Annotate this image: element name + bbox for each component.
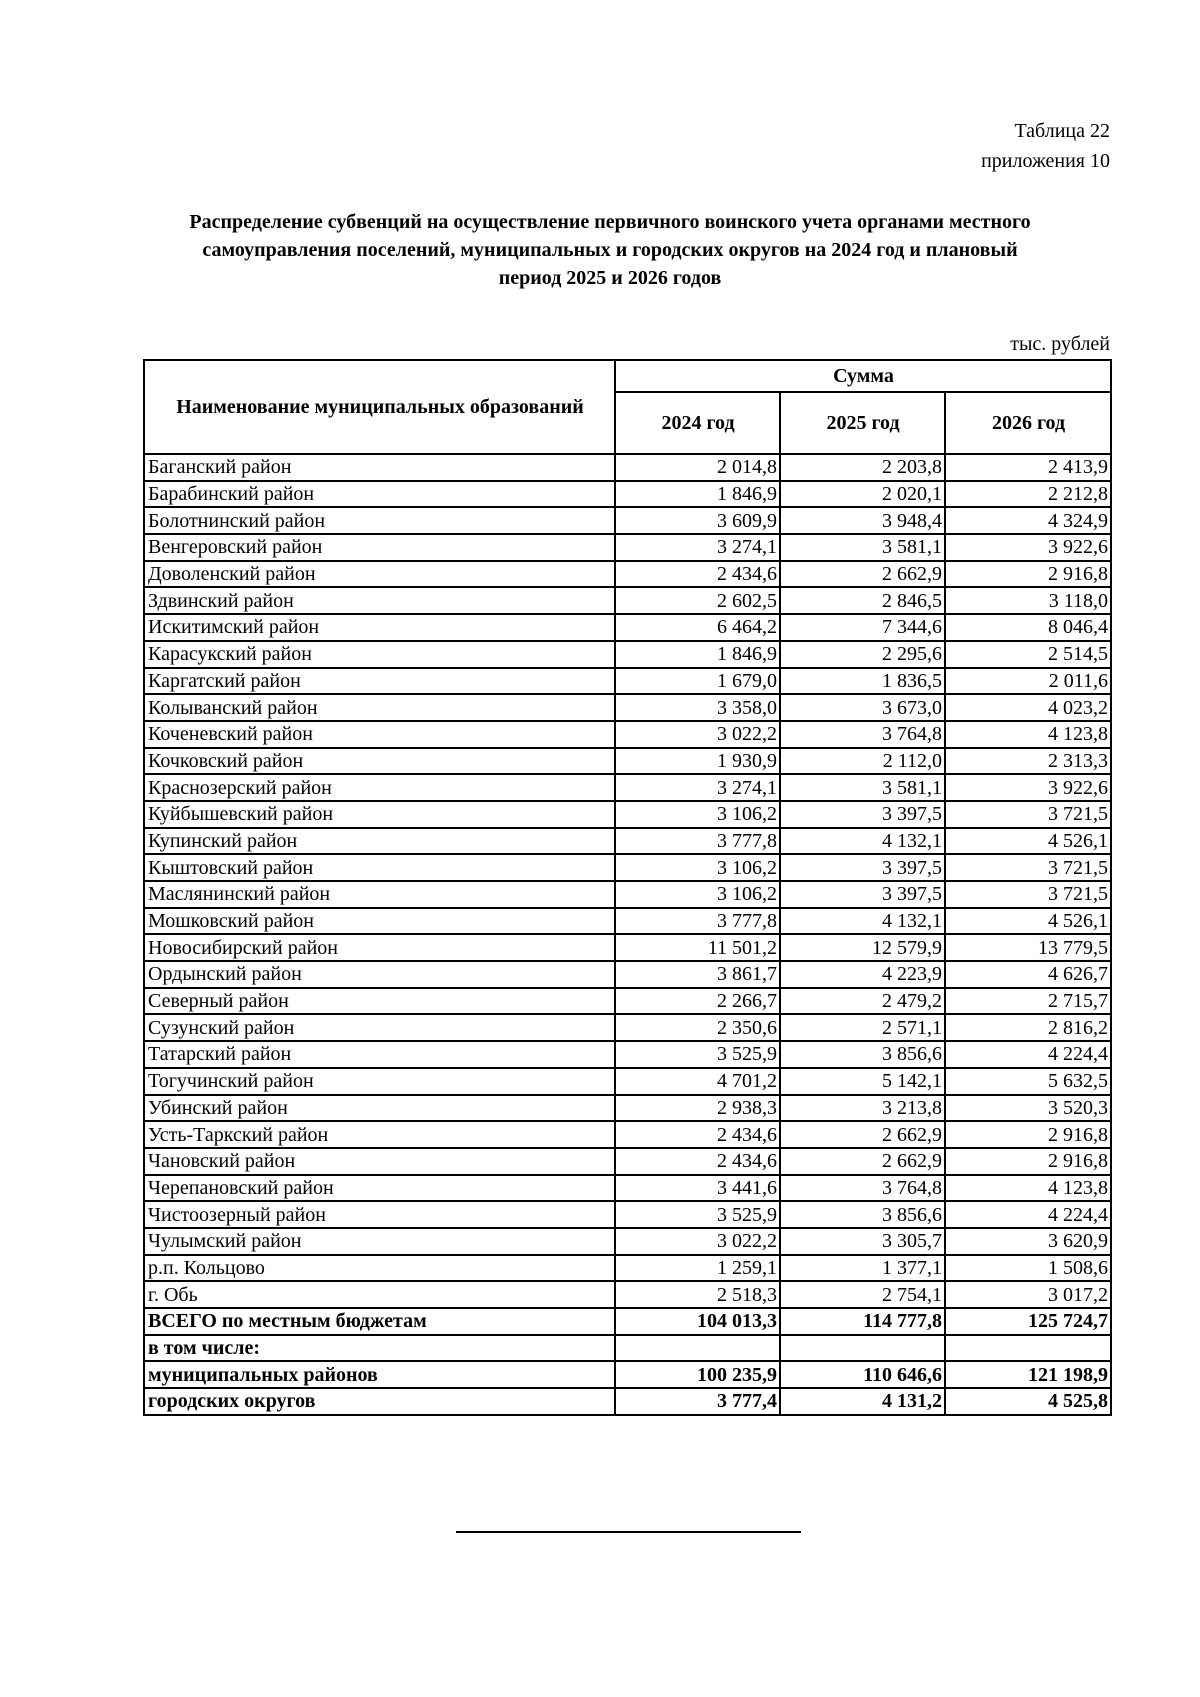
amount-2024: 3 274,1 (615, 534, 780, 561)
districts-subtotal-row (144, 1361, 1111, 1388)
municipality-name: р.п. Кольцово (144, 1255, 615, 1282)
amount-2025: 3 581,1 (780, 534, 945, 561)
amount-2024: 4 701,2 (615, 1068, 780, 1095)
table-row (144, 721, 1111, 748)
table-row (144, 668, 1111, 695)
amount-2024: 104 013,3 (615, 1308, 780, 1335)
amount-2024: 3 525,9 (615, 1041, 780, 1068)
municipality-name: Усть-Таркский район (144, 1121, 615, 1148)
municipality-name: ВСЕГО по местным бюджетам (144, 1308, 615, 1335)
table-row (144, 774, 1111, 801)
amount-2024: 3 525,9 (615, 1201, 780, 1228)
amount-2025: 4 131,2 (780, 1388, 945, 1415)
units-label: тыс. рублей (1010, 333, 1110, 355)
amount-2025: 2 754,1 (780, 1281, 945, 1308)
municipality-name: г. Обь (144, 1281, 615, 1308)
column-header-sum: Сумма (615, 360, 1111, 392)
amount-2026: 3 721,5 (945, 881, 1111, 908)
amount-2026: 2 514,5 (945, 641, 1111, 668)
municipality-name: Ордынский район (144, 961, 615, 988)
amount-2025: 3 856,6 (780, 1041, 945, 1068)
municipality-name: Северный район (144, 988, 615, 1015)
table-row (144, 1095, 1111, 1122)
amount-2026: 13 779,5 (945, 934, 1111, 961)
table-row (144, 1068, 1111, 1095)
amount-2024: 1 679,0 (615, 668, 780, 695)
amount-2024: 6 464,2 (615, 614, 780, 641)
amount-2026: 4 023,2 (945, 694, 1111, 721)
document-title (150, 208, 1070, 292)
amount-2025: 4 132,1 (780, 908, 945, 935)
table-row (144, 1175, 1111, 1202)
municipality-name: Новосибирский район (144, 934, 615, 961)
amount-2024: 3 861,7 (615, 961, 780, 988)
municipality-name: Чистоозерный район (144, 1201, 615, 1228)
table-row (144, 1281, 1111, 1308)
amount-2026: 2 916,8 (945, 1121, 1111, 1148)
amount-2025: 2 020,1 (780, 481, 945, 508)
amount-2025: 7 344,6 (780, 614, 945, 641)
table-row (144, 961, 1111, 988)
municipality-name: Маслянинский район (144, 881, 615, 908)
amount-2024: 2 938,3 (615, 1095, 780, 1122)
title-line-2: самоуправления поселений, муниципальных и городских округов на 2024 год и плановый (202, 239, 1018, 261)
amount-2026: 4 626,7 (945, 961, 1111, 988)
amount-2024: 2 350,6 (615, 1014, 780, 1041)
amount-2025: 110 646,6 (780, 1361, 945, 1388)
municipality-name: городских округов (144, 1388, 615, 1415)
amount-2026: 3 922,6 (945, 774, 1111, 801)
municipality-name: Коченевский район (144, 721, 615, 748)
amount-2026: 3 922,6 (945, 534, 1111, 561)
amount-2024: 3 106,2 (615, 881, 780, 908)
amount-2024: 3 274,1 (615, 774, 780, 801)
amount-2026: 121 198,9 (945, 1361, 1111, 1388)
appendix-number: приложения 10 (981, 150, 1110, 172)
table-row (144, 801, 1111, 828)
municipality-name: Черепановский район (144, 1175, 615, 1202)
amount-2026: 2 916,8 (945, 1148, 1111, 1175)
amount-2025: 3 673,0 (780, 694, 945, 721)
municipality-name: Баганский район (144, 454, 615, 481)
table-row (144, 534, 1111, 561)
table-row (144, 614, 1111, 641)
municipality-name: Барабинский район (144, 481, 615, 508)
amount-2026: 3 520,3 (945, 1095, 1111, 1122)
table-row (144, 828, 1111, 855)
amount-2026: 2 715,7 (945, 988, 1111, 1015)
municipality-name: Сузунский район (144, 1014, 615, 1041)
table-reference (981, 116, 1110, 176)
amount-2025: 3 397,5 (780, 881, 945, 908)
municipality-name: Тогучинский район (144, 1068, 615, 1095)
municipality-name: Доволенский район (144, 561, 615, 588)
total-row (144, 1308, 1111, 1335)
municipality-name: муниципальных районов (144, 1361, 615, 1388)
municipality-name: Мошковский район (144, 908, 615, 935)
amount-2026: 4 324,9 (945, 507, 1111, 534)
table-row (144, 988, 1111, 1015)
table-row (144, 561, 1111, 588)
amount-2026: 8 046,4 (945, 614, 1111, 641)
amount-2025: 5 142,1 (780, 1068, 945, 1095)
amount-2024: 3 022,2 (615, 1228, 780, 1255)
amount-2025: 2 662,9 (780, 1121, 945, 1148)
table-row (144, 454, 1111, 481)
amount-2026: 3 620,9 (945, 1228, 1111, 1255)
amount-2026: 4 526,1 (945, 908, 1111, 935)
amount-2025: 3 948,4 (780, 507, 945, 534)
amount-2025: 3 397,5 (780, 854, 945, 881)
amount-2025: 2 662,9 (780, 1148, 945, 1175)
amount-2024: 2 014,8 (615, 454, 780, 481)
amount-2025: 114 777,8 (780, 1308, 945, 1335)
municipality-name: Чановский район (144, 1148, 615, 1175)
amount-2024: 1 846,9 (615, 481, 780, 508)
title-line-1: Распределение субвенций на осуществление первичного воинского учета органами местного (189, 211, 1031, 233)
table-row (144, 587, 1111, 614)
amount-2026: 5 632,5 (945, 1068, 1111, 1095)
column-header-name: Наименование муниципальных образований (144, 360, 615, 454)
amount-2024: 3 777,4 (615, 1388, 780, 1415)
table-row (144, 1121, 1111, 1148)
amount-2025: 3 213,8 (780, 1095, 945, 1122)
amount-2024: 1 259,1 (615, 1255, 780, 1282)
amount-2026: 4 224,4 (945, 1201, 1111, 1228)
amount-2026: 3 118,0 (945, 587, 1111, 614)
amount-2026: 3 017,2 (945, 1281, 1111, 1308)
table-row (144, 908, 1111, 935)
municipality-name: Болотнинский район (144, 507, 615, 534)
municipality-name: Кыштовский район (144, 854, 615, 881)
table-row (144, 507, 1111, 534)
municipality-name: Чулымский район (144, 1228, 615, 1255)
table-row (144, 1014, 1111, 1041)
amount-2025: 4 223,9 (780, 961, 945, 988)
column-header-2026: 2026 год (945, 392, 1111, 454)
amount-2024: 2 518,3 (615, 1281, 780, 1308)
amount-2024: 2 434,6 (615, 561, 780, 588)
municipality-name: Кочковский район (144, 748, 615, 775)
table-row (144, 1228, 1111, 1255)
municipality-name: Здвинский район (144, 587, 615, 614)
amount-2024: 2 434,6 (615, 1121, 780, 1148)
municipality-name: Венгеровский район (144, 534, 615, 561)
end-separator-line (456, 1531, 801, 1533)
table-row (144, 1041, 1111, 1068)
table-body (144, 454, 1111, 1415)
amount-2024: 100 235,9 (615, 1361, 780, 1388)
municipality-name: Краснозерский район (144, 774, 615, 801)
amount-2024: 3 777,8 (615, 908, 780, 935)
amount-2026: 3 721,5 (945, 801, 1111, 828)
table-row (144, 1255, 1111, 1282)
amount-2025: 1 836,5 (780, 668, 945, 695)
amount-2025: 3 856,6 (780, 1201, 945, 1228)
amount-2024: 3 609,9 (615, 507, 780, 534)
amount-2026: 4 123,8 (945, 721, 1111, 748)
amount-2024: 3 441,6 (615, 1175, 780, 1202)
amount-2026: 2 916,8 (945, 561, 1111, 588)
amount-2024: 1 846,9 (615, 641, 780, 668)
amount-2025: 2 203,8 (780, 454, 945, 481)
amount-2026: 2 816,2 (945, 1014, 1111, 1041)
amount-2024: 3 022,2 (615, 721, 780, 748)
table-row (144, 1148, 1111, 1175)
urban-subtotal-row (144, 1388, 1111, 1415)
amount-2024: 3 106,2 (615, 854, 780, 881)
column-header-2025: 2025 год (780, 392, 945, 454)
amount-2024: 3 777,8 (615, 828, 780, 855)
amount-2026: 2 212,8 (945, 481, 1111, 508)
column-header-2024: 2024 год (615, 392, 780, 454)
municipality-name: в том числе: (144, 1335, 615, 1362)
amount-2025: 2 846,5 (780, 587, 945, 614)
municipality-name: Куйбышевский район (144, 801, 615, 828)
municipality-name: Татарский район (144, 1041, 615, 1068)
amount-2026: 4 224,4 (945, 1041, 1111, 1068)
amount-2024: 3 106,2 (615, 801, 780, 828)
amount-2025: 4 132,1 (780, 828, 945, 855)
municipality-name: Каргатский район (144, 668, 615, 695)
amount-2025: 3 581,1 (780, 774, 945, 801)
amount-2024: 11 501,2 (615, 934, 780, 961)
amount-2024: 1 930,9 (615, 748, 780, 775)
amount-2025: 2 295,6 (780, 641, 945, 668)
table-row (144, 694, 1111, 721)
table-row (144, 641, 1111, 668)
table-row (144, 854, 1111, 881)
subvention-table (143, 359, 1112, 1416)
amount-2024: 3 358,0 (615, 694, 780, 721)
amount-2025 (780, 1335, 945, 1362)
table-row (144, 934, 1111, 961)
amount-2026: 1 508,6 (945, 1255, 1111, 1282)
amount-2025: 3 397,5 (780, 801, 945, 828)
table-number: Таблица 22 (1014, 120, 1110, 142)
amount-2025: 12 579,9 (780, 934, 945, 961)
amount-2024 (615, 1335, 780, 1362)
table-row (144, 748, 1111, 775)
amount-2025: 3 305,7 (780, 1228, 945, 1255)
amount-2026: 4 526,1 (945, 828, 1111, 855)
amount-2024: 2 434,6 (615, 1148, 780, 1175)
amount-2026: 4 123,8 (945, 1175, 1111, 1202)
amount-2025: 2 112,0 (780, 748, 945, 775)
amount-2026: 2 313,3 (945, 748, 1111, 775)
title-line-3: период 2025 и 2026 годов (498, 267, 722, 289)
amount-2025: 2 571,1 (780, 1014, 945, 1041)
municipality-name: Купинский район (144, 828, 615, 855)
amount-2025: 2 479,2 (780, 988, 945, 1015)
amount-2026: 2 011,6 (945, 668, 1111, 695)
municipality-name: Колыванский район (144, 694, 615, 721)
municipality-name: Карасукский район (144, 641, 615, 668)
table-row (144, 1201, 1111, 1228)
amount-2026: 125 724,7 (945, 1308, 1111, 1335)
amount-2026: 2 413,9 (945, 454, 1111, 481)
amount-2025: 3 764,8 (780, 1175, 945, 1202)
table-row (144, 481, 1111, 508)
amount-2024: 2 266,7 (615, 988, 780, 1015)
amount-2025: 3 764,8 (780, 721, 945, 748)
including-row (144, 1335, 1111, 1362)
amount-2026: 4 525,8 (945, 1388, 1111, 1415)
amount-2024: 2 602,5 (615, 587, 780, 614)
amount-2025: 2 662,9 (780, 561, 945, 588)
table-row (144, 881, 1111, 908)
municipality-name: Искитимский район (144, 614, 615, 641)
municipality-name: Убинский район (144, 1095, 615, 1122)
amount-2025: 1 377,1 (780, 1255, 945, 1282)
amount-2026 (945, 1335, 1111, 1362)
amount-2026: 3 721,5 (945, 854, 1111, 881)
